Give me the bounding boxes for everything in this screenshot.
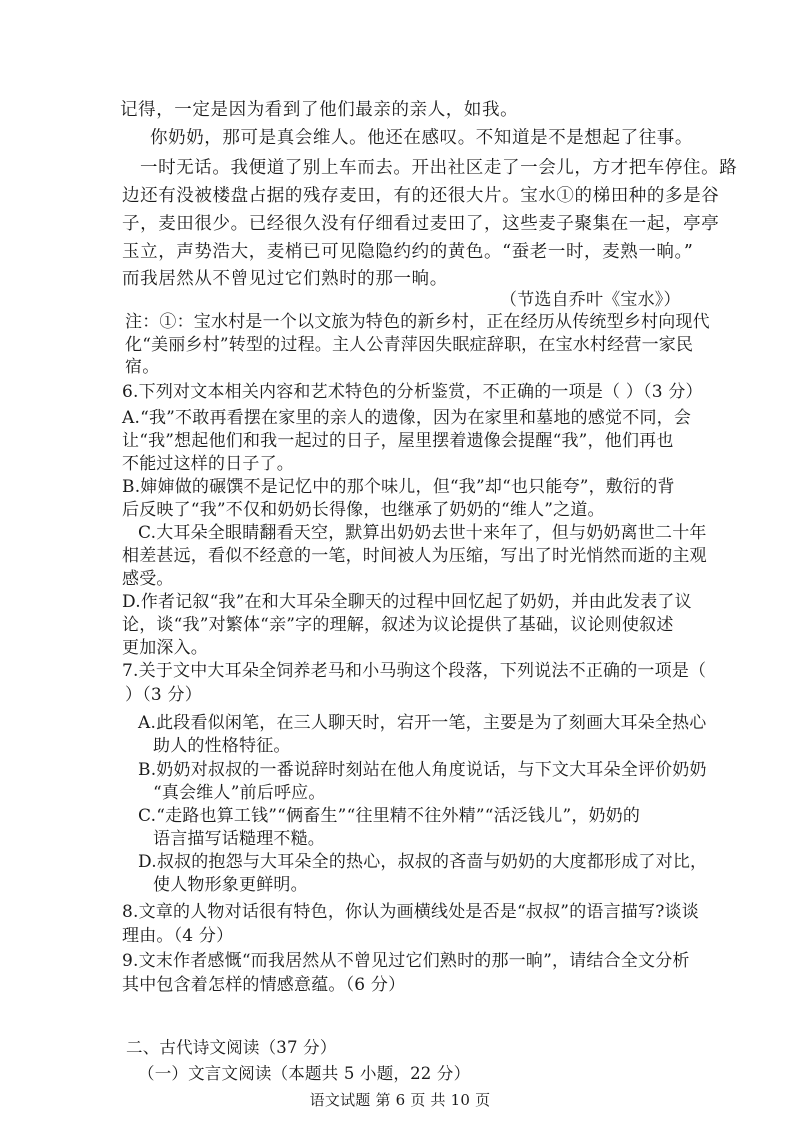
question-7-option: A.此段看似闲笔，在三人聊天时，宕开一笔，主要是为了刻画大耳朵全热心: [138, 713, 707, 733]
question-8: 理由。（4 分）: [122, 926, 234, 946]
question-6-option: 感受。: [122, 569, 174, 589]
question-6-stem: 6.下列对文本相关内容和艺术特色的分析鉴赏，不正确的一项是（ ）（3 分）: [122, 382, 703, 402]
question-6-option: 更加深入。: [122, 638, 208, 658]
footnote-line: 化“美丽乡村”转型的过程。主人公青萍因失眠症辞职，在宝水村经营一家民: [125, 335, 694, 355]
question-7-stem: 7.关于文中大耳朵全饲养老马和小马驹这个段落，下列说法不正确的一项是（: [122, 661, 707, 681]
question-6-option: 论，谈“我”对繁体“亲”字的理解，叙述为议论提供了基础，议论则使叙述: [122, 615, 674, 635]
question-9: 9.文末作者感慨“而我居然从不曾见过它们熟时的那一晌”，请结合全文分析: [122, 951, 690, 971]
passage-line: 记得，一定是因为看到了他们最亲的亲人，如我。: [120, 100, 519, 120]
question-7-option: D.叔叔的抱怨与大耳朵全的热心，叔叔的吝啬与奶奶的大度都形成了对比，: [138, 852, 708, 872]
question-6-option: D.作者记叙“我”在和大耳朵全聊天的过程中回忆起了奶奶，并由此发表了议: [122, 592, 692, 612]
section-title: 二、古代诗文阅读（37 分）: [126, 1038, 337, 1057]
page-footer: 语文试题 第 6 页 共 10 页: [309, 1091, 491, 1109]
question-6-option: B.婶婶做的碾馔不是记忆中的那个味儿，但“我”却“也只能夸”，敷衍的背: [122, 477, 675, 497]
question-7-stem: ）（3 分）: [125, 685, 202, 705]
question-6-option: C.大耳朵全眼睛翻看天空，默算出奶奶去世十来年了，但与奶奶离世二十年: [138, 523, 707, 543]
question-7-option: “真会维人”前后呼应。: [153, 783, 326, 803]
question-9: 其中包含着怎样的情感意蕴。（6 分）: [122, 975, 406, 995]
question-7-option: 助人的性格特征。: [153, 736, 291, 756]
passage-line: 边还有没被楼盘占据的残存麦田，有的还很大片。宝水①的梯田种的多是谷: [122, 186, 720, 206]
question-6-option: 让“我”想起他们和我一起过的日子，屋里摆着遗像会提醒“我”，他们再也: [122, 431, 674, 451]
question-6-option: 不能过这样的日子了。: [122, 454, 294, 474]
passage-line: 玉立，声势浩大，麦梢已可见隐隐约约的黄色。“蚕老一时，麦熟一晌。”: [122, 242, 694, 262]
passage-line: 一时无话。我便道了别上车而去。开出社区走了一会儿，方才把车停住。路: [140, 158, 738, 178]
question-8: 8.文章的人物对话很有特色，你认为画横线处是否是“叔叔”的语言描写?谈谈: [122, 902, 699, 922]
question-7-option: 语言描写话糙理不糙。: [153, 829, 325, 849]
question-6-option: 后反映了“我”不仅和奶奶长得像，也继承了奶奶的“维人”之道。: [122, 500, 605, 520]
question-6-option: 相差甚远，看似不经意的一笔，时间被人为压缩，写出了时光悄然而逝的主观: [122, 546, 707, 566]
question-7-option: C.“走路也算工钱”“俩畜生”“往里精不往外精”“活泛钱儿”，奶奶的: [138, 806, 641, 826]
question-7-option: B.奶奶对叔叔的一番说辞时刻站在他人角度说话，与下文大耳朵全评价奶奶: [138, 760, 707, 780]
question-6-option: A.“我”不敢再看摆在家里的亲人的遗像，因为在家里和墓地的感觉不同，会: [122, 408, 692, 428]
passage-line: 而我居然从不曾见过它们熟时的那一晌。: [122, 269, 448, 289]
footnote-line: 注：①：宝水村是一个以文旅为特色的新乡村，正在经历从传统型乡村向现代: [125, 312, 710, 332]
footnote-line: 宿。: [125, 357, 160, 377]
passage-source: （节选自乔叶《宝水》）: [500, 290, 681, 310]
section-subtitle: （一）文言文阅读（本题共 5 小题，22 分）: [138, 1064, 471, 1083]
passage-line: 你奶奶，那可是真会维人。他还在感叹。不知道是不是想起了往事。: [150, 128, 693, 148]
question-7-option: 使人物形象更鲜明。: [153, 875, 308, 895]
passage-line: 子，麦田很少。已经很久没有仔细看过麦田了，这些麦子聚集在一起，亭亭: [122, 214, 720, 234]
